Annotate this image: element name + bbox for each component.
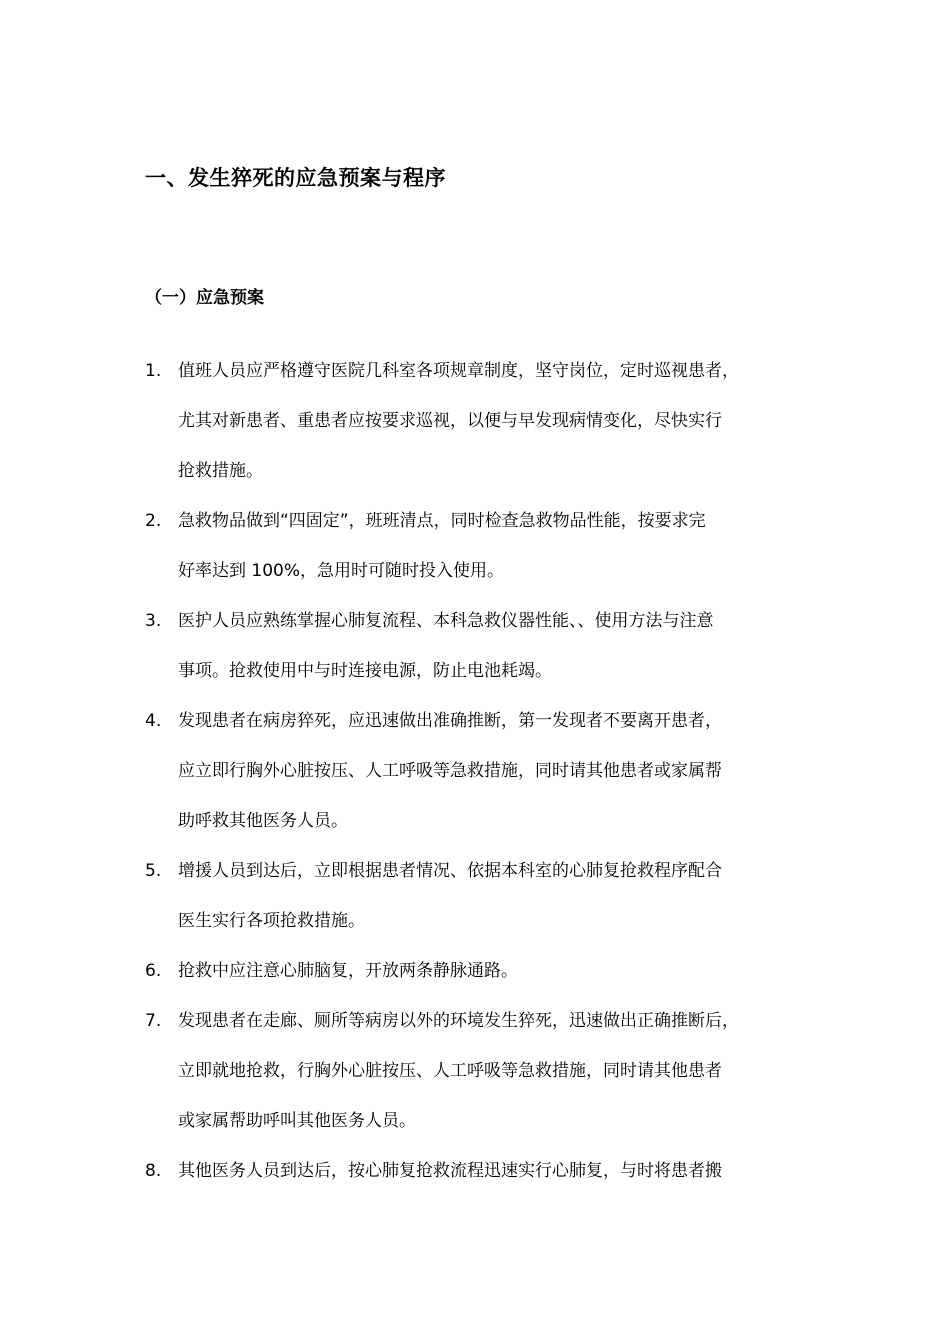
list-item-text-line: 发现患者在走廊、厕所等病房以外的环境发生猝死，迅速做出正确推断后， xyxy=(178,1011,739,1031)
list-item-number: 4. xyxy=(145,711,162,731)
list-item-number: 8. xyxy=(145,1161,162,1181)
list-item xyxy=(145,1146,825,1196)
list-item-number: 1. xyxy=(145,361,162,381)
list-item-text-line: 发现患者在病房猝死，应迅速做出准确推断，第一发现者不要离开患者， xyxy=(178,711,722,731)
list-item-text-line: 助呼救其他医务人员。 xyxy=(178,811,348,831)
list-item-text-line: 抢救中应注意心肺脑复，开放两条静脉通路。 xyxy=(178,961,518,981)
list-item-number: 5. xyxy=(145,861,162,881)
list-item xyxy=(145,696,825,846)
list-item-number: 6. xyxy=(145,961,162,981)
list-item xyxy=(145,496,825,596)
document-title: 一、发生猝死的应急预案与程序 xyxy=(145,166,446,190)
list-item-number: 3. xyxy=(145,611,162,631)
list-item xyxy=(145,996,825,1146)
list-item-text-line: 尤其对新患者、重患者应按要求巡视，以便与早发现病情变化，尽快实行 xyxy=(178,411,722,431)
list-item-text-line: 或家属帮助呼叫其他医务人员。 xyxy=(178,1111,416,1131)
list-item-text-line: 抢救措施。 xyxy=(178,461,263,481)
list-item-text-line: 增援人员到达后，立即根据患者情况、依据本科室的心肺复抢救程序配合 xyxy=(178,861,722,881)
procedure-list xyxy=(145,346,825,1196)
section-subtitle: （一）应急预案 xyxy=(145,288,264,308)
list-item-text-line: 医护人员应熟练掌握心肺复流程、本科急救仪器性能、、使用方法与注意 xyxy=(178,611,714,631)
list-item-text-line: 应立即行胸外心脏按压、人工呼吸等急救措施，同时请其他患者或家属帮 xyxy=(178,761,722,781)
list-item-text-line: 急救物品做到“四固定”，班班清点，同时检查急救物品性能，按要求完 xyxy=(178,511,706,531)
list-item-text-line: 立即就地抢救，行胸外心脏按压、人工呼吸等急救措施，同时请其他患者 xyxy=(178,1061,722,1081)
list-item xyxy=(145,846,825,946)
list-item-number: 7. xyxy=(145,1011,162,1031)
list-item-text-line: 值班人员应严格遵守医院几科室各项规章制度，坚守岗位，定时巡视患者， xyxy=(178,361,739,381)
list-item-text-line: 好率达到 100%，急用时可随时投入使用。 xyxy=(178,561,505,581)
list-item xyxy=(145,596,825,696)
list-item-text-line: 事项。抢救使用中与时连接电源，防止电池耗竭。 xyxy=(178,661,552,681)
list-item-number: 2. xyxy=(145,511,162,531)
list-item-text-line: 其他医务人员到达后，按心肺复抢救流程迅速实行心肺复，与时将患者搬 xyxy=(178,1161,722,1181)
list-item xyxy=(145,946,825,996)
list-item-text-line: 医生实行各项抢救措施。 xyxy=(178,911,365,931)
list-item xyxy=(145,346,825,496)
